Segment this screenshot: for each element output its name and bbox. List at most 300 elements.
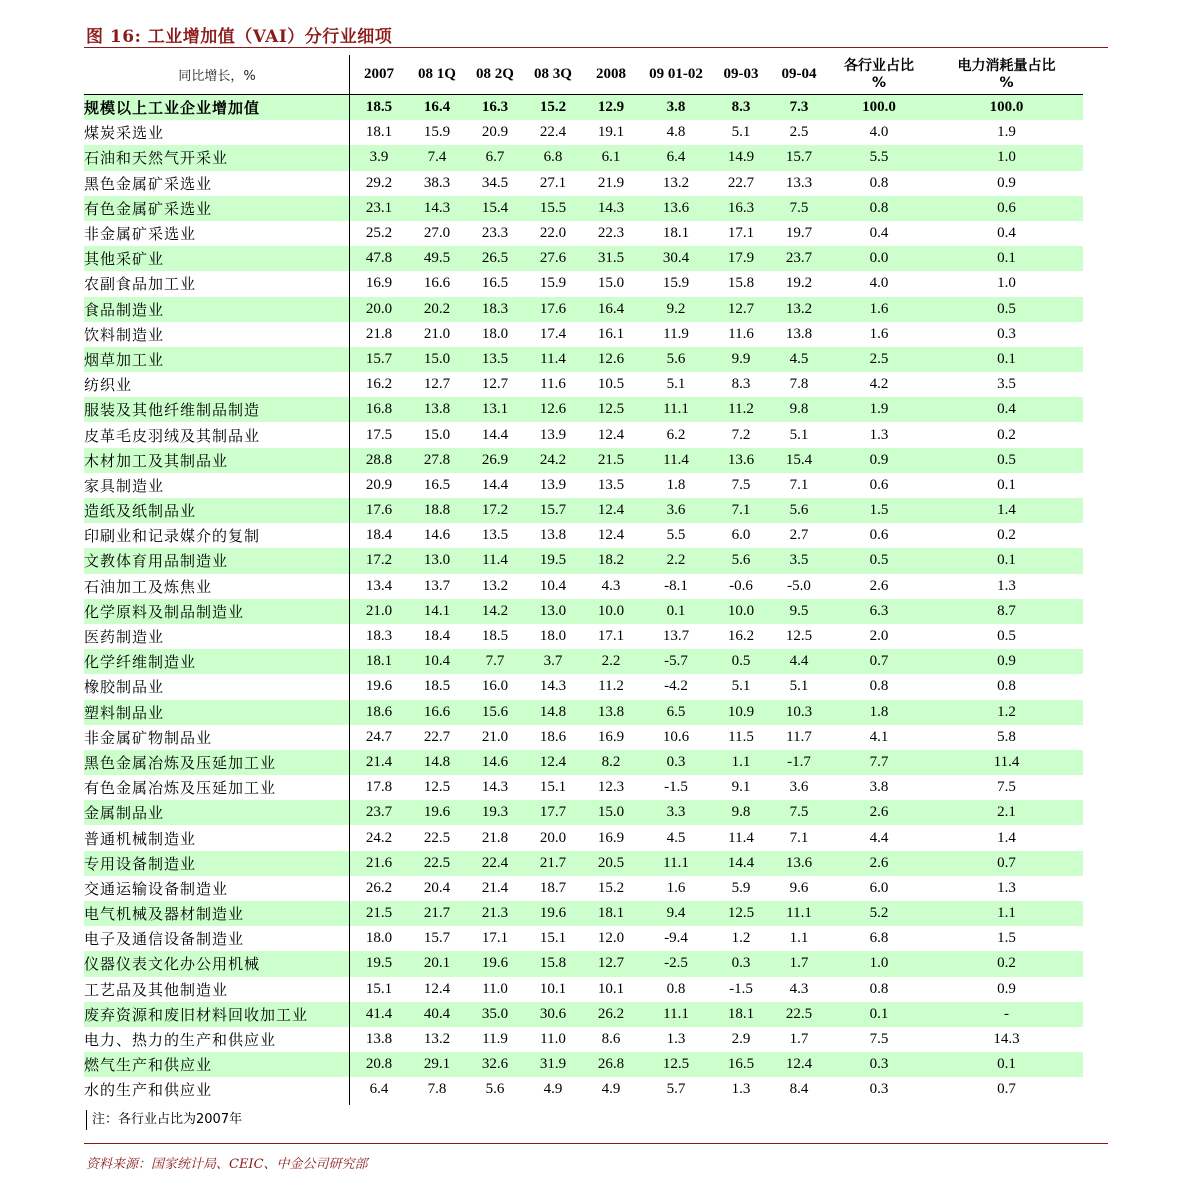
table-cell: 8.2 [582, 750, 640, 775]
table-cell: 14.8 [408, 750, 466, 775]
table-cell: 18.1 [582, 901, 640, 926]
table-header-row [84, 55, 1083, 95]
table-cell: 16.3 [712, 196, 770, 221]
table-cell: 20.0 [539, 829, 567, 846]
table-cell: 16.4 [582, 297, 640, 322]
table-cell: 14.4 [481, 476, 509, 493]
row-label: 规模以上工业企业增加值 [84, 95, 350, 121]
table-cell: 15.0 [423, 426, 451, 443]
table-cell: 6.0 [731, 527, 751, 544]
row-label: 黑色金属矿采选业 [84, 176, 213, 193]
table-row [84, 977, 1083, 1002]
row-label: 电子及通信设备制造业 [84, 932, 245, 949]
table-cell: 4.1 [869, 728, 889, 745]
table-cell: 26.8 [582, 1052, 640, 1077]
label-divider-line [349, 55, 350, 1105]
table-cell: 4.9 [543, 1081, 563, 1098]
table-cell: 26.5 [466, 246, 524, 271]
row-label: 医药制造业 [84, 630, 165, 647]
table-cell: 10.9 [712, 700, 770, 725]
table-cell: 1.6 [828, 297, 930, 322]
table-row [84, 448, 1083, 473]
table-cell: 0.1 [997, 476, 1016, 493]
table-cell: 6.4 [369, 1081, 389, 1098]
table-cell: 7.5 [731, 476, 751, 493]
row-label: 烟草加工业 [84, 347, 350, 372]
table-cell: 12.4 [770, 1052, 828, 1077]
table-cell: 3.6 [640, 498, 712, 523]
table-cell: 13.9 [539, 426, 567, 443]
table-cell: 1.5 [997, 930, 1016, 947]
table-cell: 0.9 [997, 980, 1016, 997]
table-cell: 2.2 [640, 548, 712, 573]
table-cell: 18.0 [481, 325, 509, 342]
table-row [84, 951, 1083, 976]
table-cell: 18.6 [539, 728, 567, 745]
table-cell: 13.6 [640, 196, 712, 221]
header-power-line1: 电力消耗量占比 [957, 57, 1056, 74]
table-cell: 11.1 [770, 901, 828, 926]
table-cell: 0.3 [997, 325, 1016, 342]
header-col: 09 01-02 [649, 66, 703, 82]
table-cell: 0.8 [869, 174, 889, 191]
row-label: 普通机械制造业 [84, 831, 197, 848]
table-cell: 5.1 [666, 376, 686, 393]
table-cell: 31.9 [524, 1052, 582, 1077]
table-cell: 14.2 [466, 599, 524, 624]
table-cell: 13.2 [662, 174, 690, 191]
row-label: 非金属矿物制品业 [84, 730, 213, 747]
table-cell: 16.0 [481, 678, 509, 695]
table-cell: 19.1 [597, 124, 625, 141]
table-cell: 5.6 [770, 498, 828, 523]
table-cell: 13.1 [466, 397, 524, 422]
header-power-line2: % [999, 74, 1014, 91]
table-row [84, 145, 1083, 170]
table-row [84, 271, 1083, 296]
footer-rule [84, 1143, 1108, 1144]
table-cell: 22.5 [770, 1002, 828, 1027]
table-cell: 24.2 [524, 448, 582, 473]
table-cell: 17.5 [365, 426, 393, 443]
table-cell: 10.4 [539, 577, 567, 594]
figure-title: 图 16: 工业增加值（VAI）分行业细项 [86, 27, 393, 47]
table-cell: 17.6 [524, 297, 582, 322]
table-cell: 1.3 [869, 426, 889, 443]
table-cell: 7.7 [466, 649, 524, 674]
table-cell: 7.5 [770, 800, 828, 825]
table-cell: 32.6 [466, 1052, 524, 1077]
table-cell: 19.6 [365, 678, 393, 695]
table-cell: 5.5 [666, 527, 686, 544]
table-cell: 2.7 [789, 527, 809, 544]
table-cell: 2.9 [731, 1031, 751, 1048]
table-cell: 4.5 [666, 829, 686, 846]
table-cell: 16.6 [408, 700, 466, 725]
table-cell: 19.5 [350, 951, 408, 976]
table-cell: 8.4 [789, 1081, 809, 1098]
table-row [84, 221, 1083, 246]
table-row [84, 548, 1083, 573]
table-cell: 5.2 [828, 901, 930, 926]
table-row [84, 750, 1083, 775]
table-cell: 12.6 [582, 347, 640, 372]
table-cell: 11.1 [640, 851, 712, 876]
table-cell: 14.6 [466, 750, 524, 775]
table-cell: 12.7 [423, 376, 451, 393]
table-cell: 12.4 [597, 527, 625, 544]
table-cell: 34.5 [481, 174, 509, 191]
row-label: 工艺品及其他制造业 [84, 982, 229, 999]
table-cell: 0.6 [930, 196, 1083, 221]
industry-vai-table [84, 55, 1083, 1103]
table-cell: 15.1 [539, 930, 567, 947]
table-cell: 1.3 [666, 1031, 686, 1048]
table-row [84, 725, 1083, 750]
table-cell: 19.5 [524, 548, 582, 573]
table-cell: 20.0 [350, 297, 408, 322]
table-cell: 1.5 [828, 498, 930, 523]
table-cell: 41.4 [350, 1002, 408, 1027]
table-cell: 12.4 [423, 980, 451, 997]
table-cell: 12.5 [640, 1052, 712, 1077]
table-cell: 1.2 [930, 700, 1083, 725]
table-cell: 15.0 [582, 800, 640, 825]
table-cell: 7.1 [789, 476, 809, 493]
table-cell: 0.1 [930, 548, 1083, 573]
table-cell: 1.6 [666, 879, 686, 896]
table-cell: 7.1 [712, 498, 770, 523]
table-cell: 17.1 [481, 930, 509, 947]
table-row [84, 171, 1083, 196]
row-label: 服装及其他纤维制品制造 [84, 397, 350, 422]
table-cell: 13.3 [785, 174, 813, 191]
table-cell: 47.8 [350, 246, 408, 271]
table-cell: 0.3 [828, 1052, 930, 1077]
table-cell: 2.5 [828, 347, 930, 372]
table-cell: 0.9 [930, 649, 1083, 674]
table-cell: 19.6 [466, 951, 524, 976]
table-cell: 100.0 [930, 95, 1083, 121]
table-cell: 22.5 [408, 851, 466, 876]
table-cell: 15.6 [466, 700, 524, 725]
table-row [84, 876, 1083, 901]
table-cell: 5.8 [997, 728, 1016, 745]
table-cell: 5.1 [789, 426, 809, 443]
table-cell: 2.1 [930, 800, 1083, 825]
table-cell: 1.7 [770, 951, 828, 976]
table-cell: 23.3 [481, 225, 509, 242]
table-cell: 15.5 [524, 196, 582, 221]
table-cell: 15.0 [597, 275, 625, 292]
table-cell: 10.3 [770, 700, 828, 725]
table-cell: 3.8 [640, 95, 712, 121]
table-cell: 0.8 [997, 678, 1016, 695]
table-cell: 3.6 [789, 779, 809, 796]
table-row [84, 120, 1083, 145]
table-cell: 7.5 [770, 196, 828, 221]
table-cell: 19.7 [785, 225, 813, 242]
table-cell: 17.2 [350, 548, 408, 573]
table-cell: 26.9 [466, 448, 524, 473]
table-cell: 7.3 [770, 95, 828, 121]
table-cell: 14.8 [524, 700, 582, 725]
table-cell: 15.4 [466, 196, 524, 221]
row-label: 纺织业 [84, 378, 133, 395]
table-cell: 0.5 [930, 448, 1083, 473]
table-cell: 0.2 [930, 951, 1083, 976]
table-cell: 1.1 [789, 930, 809, 947]
table-cell: 16.6 [423, 275, 451, 292]
table-cell: 1.6 [869, 325, 889, 342]
table-row [84, 397, 1083, 422]
table-cell: 16.8 [350, 397, 408, 422]
table-cell: 17.8 [365, 779, 393, 796]
table-cell: 19.6 [524, 901, 582, 926]
table-cell: 15.9 [662, 275, 690, 292]
table-cell: 12.6 [524, 397, 582, 422]
header-share-line1: 各行业占比 [844, 57, 914, 74]
table-cell: 4.9 [601, 1081, 621, 1098]
table-cell: 15.7 [524, 498, 582, 523]
table-cell: 5.1 [731, 678, 751, 695]
row-label: 金属制品业 [84, 800, 350, 825]
table-cell: 15.2 [524, 95, 582, 121]
row-label: 石油和天然气开采业 [84, 145, 350, 170]
table-cell: 18.5 [481, 628, 509, 645]
table-cell: 1.8 [828, 700, 930, 725]
table-cell: 16.9 [597, 829, 625, 846]
table-row [84, 473, 1083, 498]
table-cell: 13.6 [770, 851, 828, 876]
table-cell: 1.8 [666, 476, 686, 493]
table-cell: 0.9 [997, 174, 1016, 191]
table-cell: 0.9 [828, 448, 930, 473]
table-cell: 26.2 [365, 879, 393, 896]
row-label: 交通运输设备制造业 [84, 881, 229, 898]
table-cell: 20.1 [408, 951, 466, 976]
table-cell: 7.8 [789, 376, 809, 393]
table-cell: 16.2 [365, 376, 393, 393]
table-row [84, 901, 1083, 926]
row-label: 石油加工及炼焦业 [84, 579, 213, 596]
table-cell: 0.8 [869, 678, 889, 695]
table-cell: 21.8 [365, 325, 393, 342]
table-cell: -5.7 [640, 649, 712, 674]
table-cell: 14.4 [712, 851, 770, 876]
table-row [84, 1027, 1083, 1052]
table-cell: 0.0 [828, 246, 930, 271]
table-cell: 12.9 [582, 95, 640, 121]
table-cell: 13.2 [423, 1031, 451, 1048]
table-cell: 18.1 [712, 1002, 770, 1027]
table-cell: 21.9 [597, 174, 625, 191]
table-cell: 11.5 [728, 728, 754, 745]
table-cell: -9.4 [664, 930, 688, 947]
table-cell: 0.2 [997, 426, 1016, 443]
table-cell: 0.6 [869, 476, 889, 493]
table-row [84, 775, 1083, 800]
table-cell: 18.3 [365, 628, 393, 645]
table-note: 注：各行业占比为2007年 [86, 1110, 242, 1130]
row-label: 煤炭采选业 [84, 126, 165, 143]
table-row [84, 1052, 1083, 1077]
table-cell: 14.1 [408, 599, 466, 624]
table-cell: 0.5 [930, 297, 1083, 322]
table-cell: 4.0 [869, 275, 889, 292]
table-cell: 12.5 [712, 901, 770, 926]
table-cell: 1.1 [712, 750, 770, 775]
table-cell: 13.5 [466, 347, 524, 372]
row-label: 有色金属矿采选业 [84, 196, 350, 221]
table-cell: 9.8 [712, 800, 770, 825]
table-cell: 20.2 [408, 297, 466, 322]
table-row [84, 574, 1083, 599]
table-cell: 8.3 [712, 95, 770, 121]
table-cell: 6.3 [828, 599, 930, 624]
table-cell: 23.1 [350, 196, 408, 221]
table-cell: -1.7 [770, 750, 828, 775]
table-cell: 19.6 [408, 800, 466, 825]
table-cell: 9.1 [731, 779, 751, 796]
table-row [84, 498, 1083, 523]
table-cell: 9.6 [789, 879, 809, 896]
table-cell: 5.7 [666, 1081, 686, 1098]
table-cell: 18.2 [582, 548, 640, 573]
table-cell: 14.6 [423, 527, 451, 544]
table-cell: 4.0 [869, 124, 889, 141]
table-cell: 0.6 [869, 527, 889, 544]
table-row [84, 674, 1083, 699]
table-cell: 21.8 [481, 829, 509, 846]
table-cell: 2.5 [789, 124, 809, 141]
row-label: 文教体育用品制造业 [84, 548, 350, 573]
table-row [84, 347, 1083, 372]
table-cell: 12.5 [785, 628, 813, 645]
table-cell: 15.2 [597, 879, 625, 896]
table-cell: 1.4 [997, 829, 1016, 846]
table-cell: 5.5 [828, 145, 930, 170]
table-cell: 1.0 [828, 951, 930, 976]
table-cell: 17.1 [727, 225, 755, 242]
table-cell: 31.5 [582, 246, 640, 271]
table-cell: 20.8 [350, 1052, 408, 1077]
row-label: 其他采矿业 [84, 246, 350, 271]
table-cell: 18.0 [365, 930, 393, 947]
table-cell: 17.6 [350, 498, 408, 523]
table-cell: 0.4 [930, 397, 1083, 422]
table-cell: 11.2 [598, 678, 624, 695]
table-cell: 0.1 [828, 1002, 930, 1027]
table-cell: 12.0 [597, 930, 625, 947]
table-cell: 15.9 [423, 124, 451, 141]
table-cell: 5.6 [640, 347, 712, 372]
row-label: 燃气生产和供应业 [84, 1052, 350, 1077]
table-cell: 3.3 [640, 800, 712, 825]
table-cell: 15.8 [524, 951, 582, 976]
table-cell: 16.9 [365, 275, 393, 292]
table-cell: 0.3 [640, 750, 712, 775]
table-cell: 3.8 [869, 779, 889, 796]
header-col: 09-04 [781, 66, 817, 82]
table-cell: 27.6 [524, 246, 582, 271]
table-cell: 6.2 [666, 426, 686, 443]
row-label: 木材加工及其制品业 [84, 448, 350, 473]
table-cell: 0.5 [997, 628, 1016, 645]
table-cell: 21.7 [524, 851, 582, 876]
header-label: 同比增长，% [178, 69, 256, 84]
table-cell: 13.7 [423, 577, 451, 594]
title-rule [84, 47, 1108, 48]
table-cell: 24.2 [365, 829, 393, 846]
table-cell: 15.7 [770, 145, 828, 170]
table-cell: 18.4 [365, 527, 393, 544]
table-cell: 12.3 [597, 779, 625, 796]
table-cell: 11.0 [482, 980, 508, 997]
table-cell: 21.0 [481, 728, 509, 745]
table-cell: 25.2 [365, 225, 393, 242]
table-cell: 0.4 [997, 225, 1016, 242]
table-cell: 28.8 [350, 448, 408, 473]
table-cell: 19.2 [785, 275, 813, 292]
table-cell: 38.3 [423, 174, 451, 191]
table-cell: 6.1 [582, 145, 640, 170]
table-cell: 30.4 [640, 246, 712, 271]
table-cell: 40.4 [408, 1002, 466, 1027]
table-cell: 13.8 [365, 1031, 393, 1048]
table-cell: 12.5 [582, 397, 640, 422]
table-cell: -1.5 [729, 980, 753, 997]
table-cell: 19.3 [466, 800, 524, 825]
table-cell: 11.9 [663, 325, 689, 342]
table-cell: 5.1 [789, 678, 809, 695]
table-cell: 16.3 [466, 95, 524, 121]
table-cell: 7.7 [828, 750, 930, 775]
table-cell: 22.3 [597, 225, 625, 242]
table-cell: 7.5 [869, 1031, 889, 1048]
header-col: 2007 [364, 66, 394, 82]
table-cell: 21.5 [350, 901, 408, 926]
table-cell: 13.0 [408, 548, 466, 573]
table-cell: 13.8 [539, 527, 567, 544]
table-cell: 0.3 [869, 1081, 889, 1098]
table-cell: 11.0 [540, 1031, 566, 1048]
table-row [84, 1077, 1083, 1102]
table-cell: 21.4 [350, 750, 408, 775]
table-cell: 4.4 [770, 649, 828, 674]
row-label: 电力、热力的生产和供应业 [84, 1033, 277, 1050]
table-cell: 21.0 [423, 325, 451, 342]
table-cell: 13.8 [785, 325, 813, 342]
table-cell: 7.8 [427, 1081, 447, 1098]
table-cell: 4.4 [869, 829, 889, 846]
table-cell: 6.5 [640, 700, 712, 725]
table-cell: 18.8 [408, 498, 466, 523]
table-cell: 29.1 [408, 1052, 466, 1077]
table-cell: 17.1 [597, 628, 625, 645]
table-cell: 11.4 [466, 548, 524, 573]
table-cell: - [930, 1002, 1083, 1027]
table-cell: 14.9 [712, 145, 770, 170]
table-cell: 4.5 [770, 347, 828, 372]
table-cell: -2.5 [640, 951, 712, 976]
table-cell: 22.0 [539, 225, 567, 242]
table-cell: 0.5 [828, 548, 930, 573]
table-cell: 15.9 [539, 275, 567, 292]
table-cell: 8.7 [930, 599, 1083, 624]
table-cell: 18.5 [423, 678, 451, 695]
table-cell: 5.9 [731, 879, 751, 896]
